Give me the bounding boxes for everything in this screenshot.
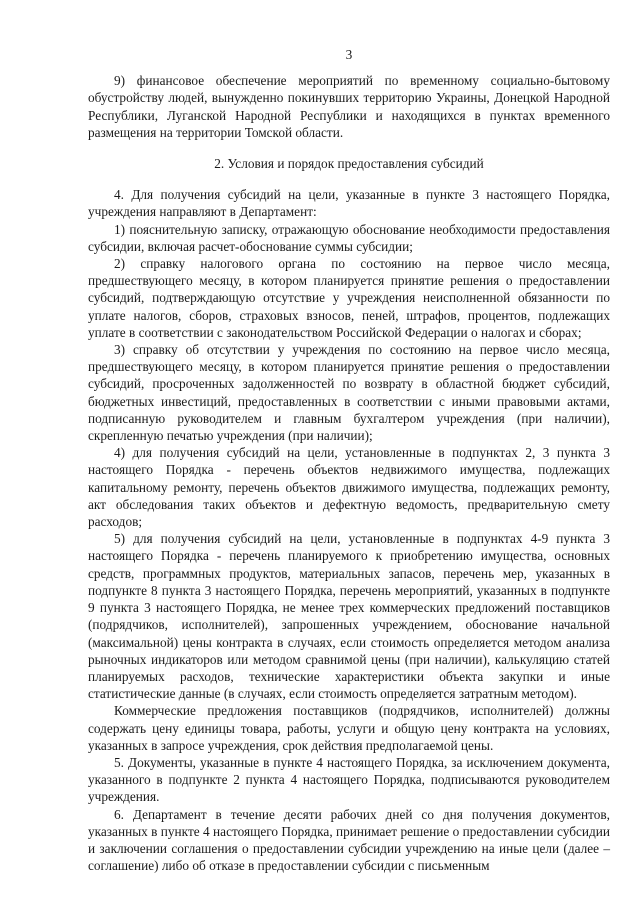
paragraph-6: 6. Департамент в течение десяти рабочих дней со дня получения документов, указанных в пункте 4 настоящего Порядка, принимает решение о предоставлении субсидии и заключении соглашения о предоставлении субсидии учреждению на иные цели (далее – соглашение) либо об отказе в предоставлении субсидии с письменным bbox=[88, 806, 610, 874]
paragraph-4-3: 3) справку об отсутствии у учреждения по состоянию на первое число месяца, предшествующего месяцу, в котором планируется принятие решения о предоставлении субсидий, просроченных задолженностей по возврату в областной бюджет субсидий, бюджетных инвестиций, предоставленных в соответствии с иными правовыми актами, подписанную руководителем и главным бухгалтером учреждения (при наличии), скрепленную печатью учреждения (при наличии); bbox=[88, 342, 610, 444]
page-number: 3 bbox=[345, 47, 353, 62]
paragraph-4-5: 5) для получения субсидий на цели, установленные в подпунктах 4-9 пункта 3 настоящего Порядка - перечень планируемого к приобретению имущества, основных средств, программных продуктов, материальных запасов, перечень мер, указанных в подпункте 8 пункта 3 настоящего Порядка, перечень мероприятий, указанных в подпункте 9 пункта 3 настоящего Порядка, не менее трех коммерческих предложений поставщиков (подрядчиков, исполнителей), запрошенных учреждением, обоснование начальной (максимальной) цены контракта в случаях, если стоимость определяется методом анализа рыночных индикаторов или методом сравнимой цены (при наличии), калькуляцию статей планируемых расходов, технические характеристики объекта закупки и иные статистические данные (в случаях, если стоимость определяется затратным методом). bbox=[88, 531, 610, 702]
paragraph-4: 4. Для получения субсидий на цели, указанные в пункте 3 настоящего Порядка, учреждения направляют в Департамент: bbox=[88, 187, 610, 220]
paragraph-commercial-offers: Коммерческие предложения поставщиков (подрядчиков, исполнителей) должны содержать цену единицы товара, работы, услуги и общую цену контракта на условиях, указанных в запросе учреждения, срок действия предполагаемой цены. bbox=[88, 703, 610, 753]
paragraph-item-9: 9) финансовое обеспечение мероприятий по временному социально-бытовому обустройству людей, вынужденно покинувших территорию Украины, Донецкой Народной Республики, Луганской Народной Республики и находящихся в пунктах временного размещения на территории Томской области. bbox=[88, 73, 610, 140]
paragraph-5: 5. Документы, указанные в пункте 4 настоящего Порядка, за исключением документа, указанного в подпункте 2 пункта 4 настоящего Порядка, подписываются руководителем учреждения. bbox=[88, 754, 610, 805]
paragraph-4-1: 1) пояснительную записку, отражающую обоснование необходимости предоставления субсидии, включая расчет-обоснование суммы субсидии; bbox=[88, 221, 610, 254]
paragraph-4-4: 4) для получения субсидий на цели, установленные в подпунктах 2, 3 пункта 3 настоящего Порядка - перечень объектов недвижимого имущества, подлежащих капитальному ремонту, перечень объектов движимого имущества, подлежащих ремонту, акт обследования таких объектов и дефектную ведомость, предварительную смету расходов; bbox=[88, 445, 610, 530]
section-heading: 2. Условия и порядок предоставления субсидий bbox=[214, 156, 484, 172]
paragraph-4-2: 2) справку налогового органа по состоянию на первое число месяца, предшествующего месяцу, в котором планируется принятие решения о предоставлении субсидий, подтверждающую отсутствие у учреждения неисполненной обязанности по уплате налогов, сборов, страховых взносов, пеней, штрафов, процентов, подлежащих уплате в соответствии с законодательством Российской Федерации о налогах и сборах; bbox=[88, 256, 610, 340]
